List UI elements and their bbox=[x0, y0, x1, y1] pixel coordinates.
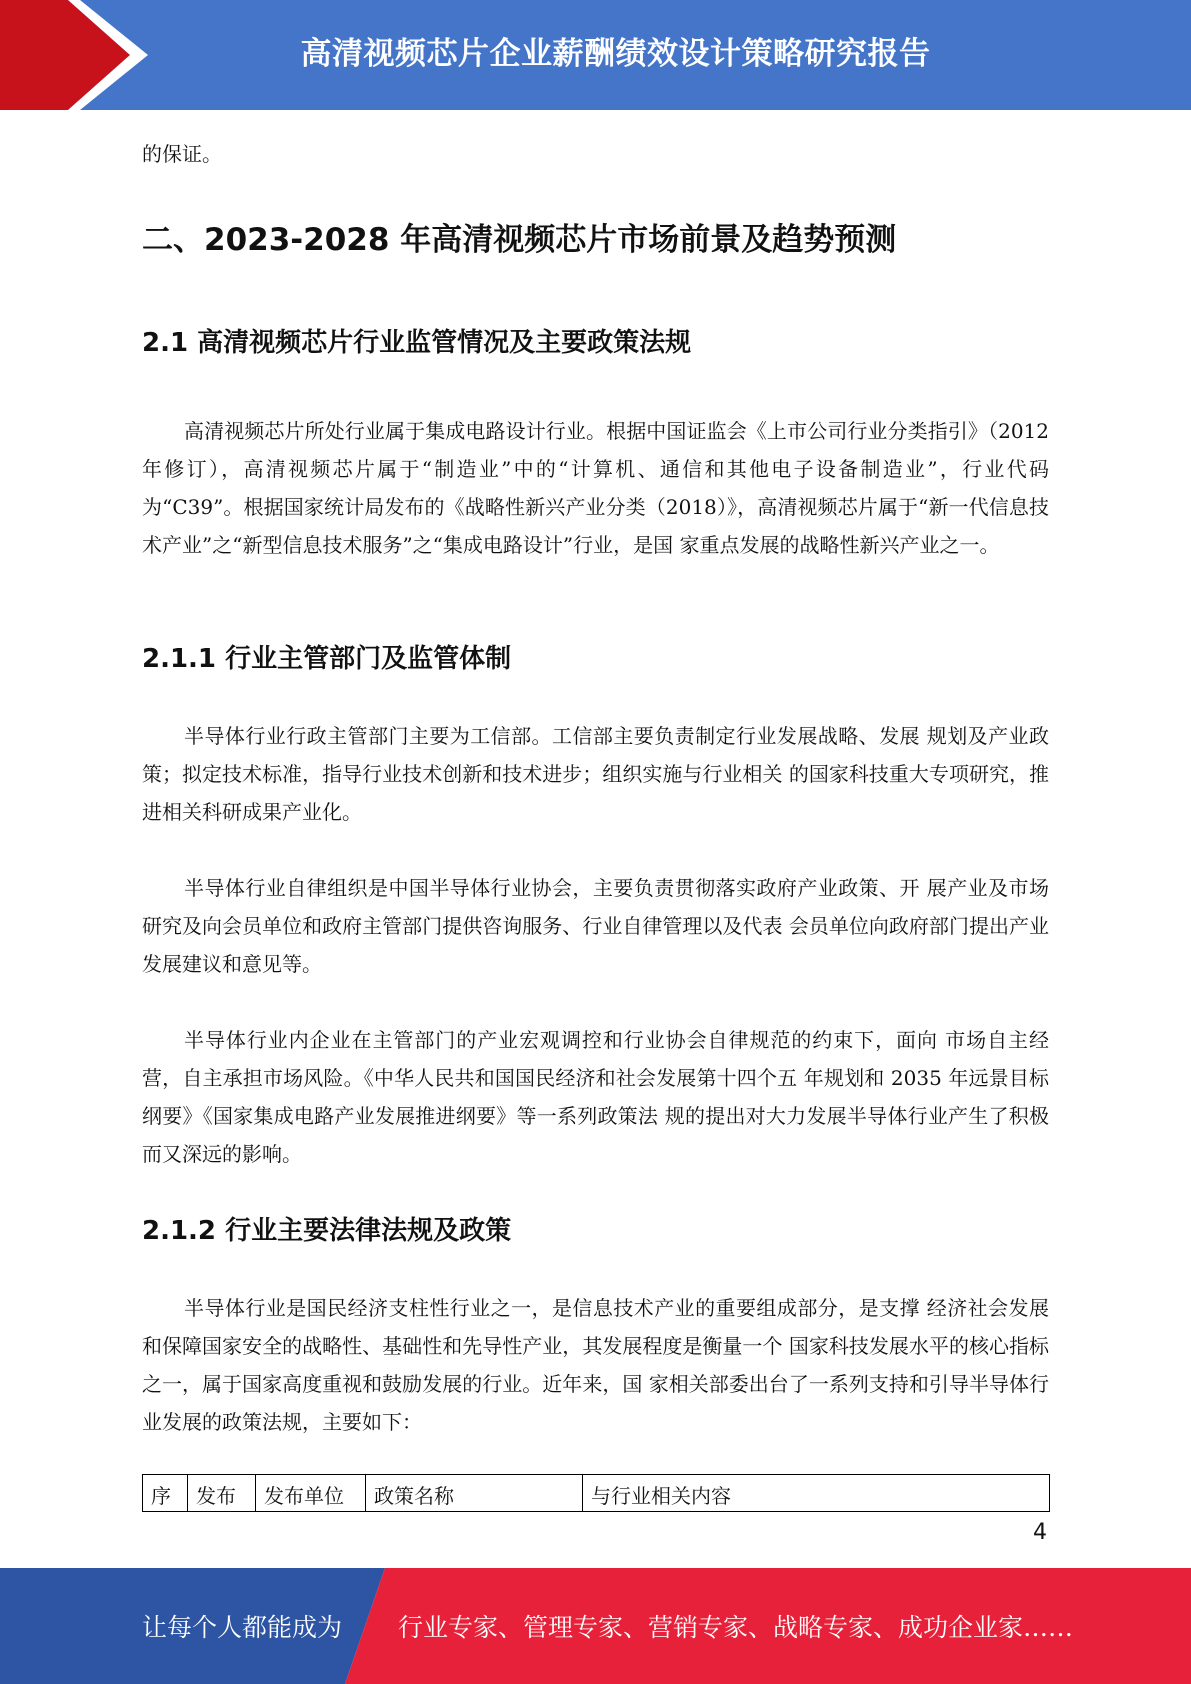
paragraph-2-1-1-c: 半导体行业内企业在主管部门的产业宏观调控和行业协会自律规范的约束下，面向 市场自主经营，自主承担市场风险。《中华人民共和国国民经济和社会发展第十四个五 年规划和 2035 年远景目标纲要》《国家集成电路产业发展推进纲要》等一系列政策法 规的提出对大力发展半导体行业产生了积极而又深远的影响。 bbox=[142, 1028, 1049, 1166]
section-heading: 二、2023-2028 年高清视频芯片市场前景及趋势预测 bbox=[142, 222, 897, 258]
page-header bbox=[0, 0, 1191, 110]
paragraph-2-1-1-b: 半导体行业自律组织是中国半导体行业协会，主要负责贯彻落实政府产业政策、开 展产业及市场研究及向会员单位和政府主管部门提供咨询服务、行业自律管理以及代表 会员单位向政府部门提出产业发展建议和意见等。 bbox=[142, 876, 1049, 976]
continuation-text: 的保证。 bbox=[142, 142, 222, 166]
table-header-date: 发布 bbox=[188, 1475, 256, 1512]
paragraph-2-1: 高清视频芯片所处行业属于集成电路设计行业。根据中国证监会《上市公司行业分类指引》（2012 年修订），高清视频芯片属于“制造业”中的“计算机、通信和其他电子设备制造业”，行业代码为“C39”。根据国家统计局发布的《战略性新兴产业分类（2018）》，高清视频芯片属于“新一代信息技术产业”之“新型信息技术服务”之“集成电路设计”行业，是国 家重点发展的战略性新兴产业之一。 bbox=[142, 419, 1049, 557]
report-title: 高清视频芯片企业薪酬绩效设计策略研究报告 bbox=[300, 35, 931, 72]
table-header-policy: 政策名称 bbox=[366, 1475, 583, 1512]
paragraph-2-1-1-a: 半导体行业行政主管部门主要为工信部。工信部主要负责制定行业发展战略、发展 规划及产业政策；拟定技术标准，指导行业技术创新和技术进步；组织实施与行业相关 的国家科技重大专项研究，推进相关科研成果产业化。 bbox=[142, 724, 1049, 824]
footer-slogan-right: 行业专家、管理专家、营销专家、战略专家、成功企业家…… bbox=[398, 1613, 1074, 1642]
table-header-issuer: 发布单位 bbox=[256, 1475, 366, 1512]
footer-slogan-left: 让每个人都能成为 bbox=[142, 1613, 343, 1642]
table-header-content: 与行业相关内容 bbox=[583, 1475, 1050, 1512]
table-header-row bbox=[143, 1475, 1050, 1512]
policy-table bbox=[142, 1474, 1050, 1512]
subsection-heading-2-1-1: 2.1.1 行业主管部门及监管体制 bbox=[142, 644, 512, 674]
page-footer bbox=[0, 1568, 1191, 1684]
page-number: 4 bbox=[1033, 1520, 1047, 1545]
subsection-heading-2-1-2: 2.1.2 行业主要法律法规及政策 bbox=[142, 1216, 512, 1246]
table-header-index: 序 bbox=[143, 1475, 188, 1512]
subsection-heading-2-1: 2.1 高清视频芯片行业监管情况及主要政策法规 bbox=[142, 328, 692, 358]
header-arrow-decoration bbox=[0, 0, 170, 110]
paragraph-2-1-2: 半导体行业是国民经济支柱性行业之一，是信息技术产业的重要组成部分，是支撑 经济社会发展和保障国家安全的战略性、基础性和先导性产业，其发展程度是衡量一个 国家科技发展水平的核心指标之一，属于国家高度重视和鼓励发展的行业。近年来，国 家相关部委出台了一系列支持和引导半导体行业发展的政策法规，主要如下： bbox=[142, 1296, 1049, 1434]
